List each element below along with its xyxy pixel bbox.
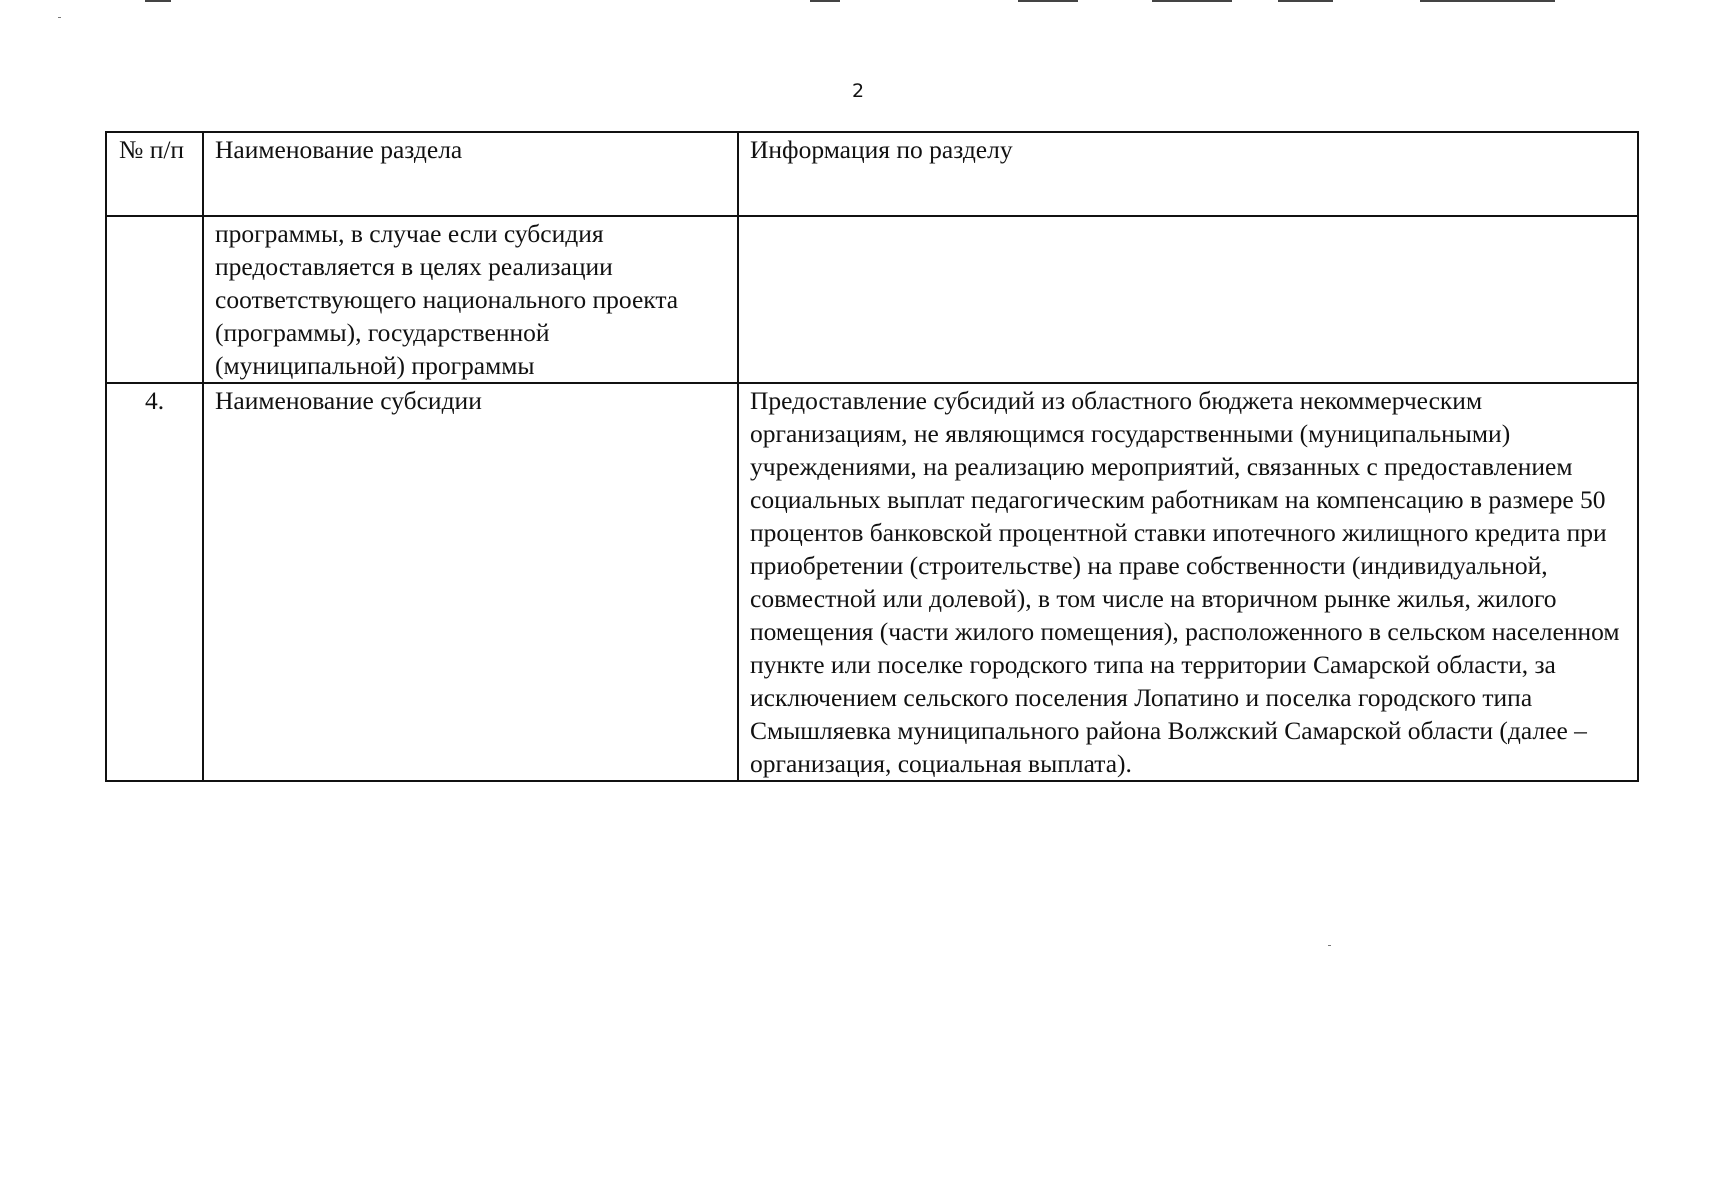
scan-artifact <box>1018 0 1078 2</box>
row-number: 4. <box>106 383 203 781</box>
table-header-row <box>106 132 1638 216</box>
scan-artifact <box>1152 0 1232 2</box>
page-number: 2 <box>851 80 865 102</box>
row-section-info <box>738 216 1638 383</box>
row-number <box>106 216 203 383</box>
row-section-info: Предоставление субсидий из областного бюджета некоммерческим организациям, не являющимся государственными (муниципальными) учреждениями, на реализацию мероприятий, связанных с предоставлением социальных выплат педагогическим работникам на компенсацию в размере 50 процентов банковской процентной ставки ипотечного жилищного кредита при приобретении (строительстве) на праве собственности (индивидуальной, совместной или долевой), в том числе на вторичном рынке жилья, жилого помещения (части жилого помещения), расположенного в сельском населенном пункте или поселке городского типа на территории Самарской области, за исключением сельского поселения Лопатино и поселка городского типа Смышляевка муниципального района Волжский Самарской области (далее – организация, социальная выплата). <box>738 383 1638 781</box>
header-section-info: Информация по разделу <box>738 132 1638 216</box>
scan-artifact <box>145 0 171 2</box>
scan-speck <box>1328 945 1331 946</box>
row-section-name: Наименование субсидии <box>203 383 738 781</box>
header-number: № п/п <box>106 132 203 216</box>
scan-artifact <box>810 0 840 2</box>
scan-artifact <box>1278 0 1333 2</box>
row-section-name: программы, в случае если субсидия предоставляется в целях реализации соответствующего национального проекта (программы), государственной (муниципальной) программы <box>203 216 738 383</box>
table-row <box>106 216 1638 383</box>
scan-artifact <box>1420 0 1555 2</box>
header-section-name: Наименование раздела <box>203 132 738 216</box>
table-row <box>106 383 1638 781</box>
scan-speck <box>58 17 61 18</box>
document-table <box>105 131 1639 782</box>
